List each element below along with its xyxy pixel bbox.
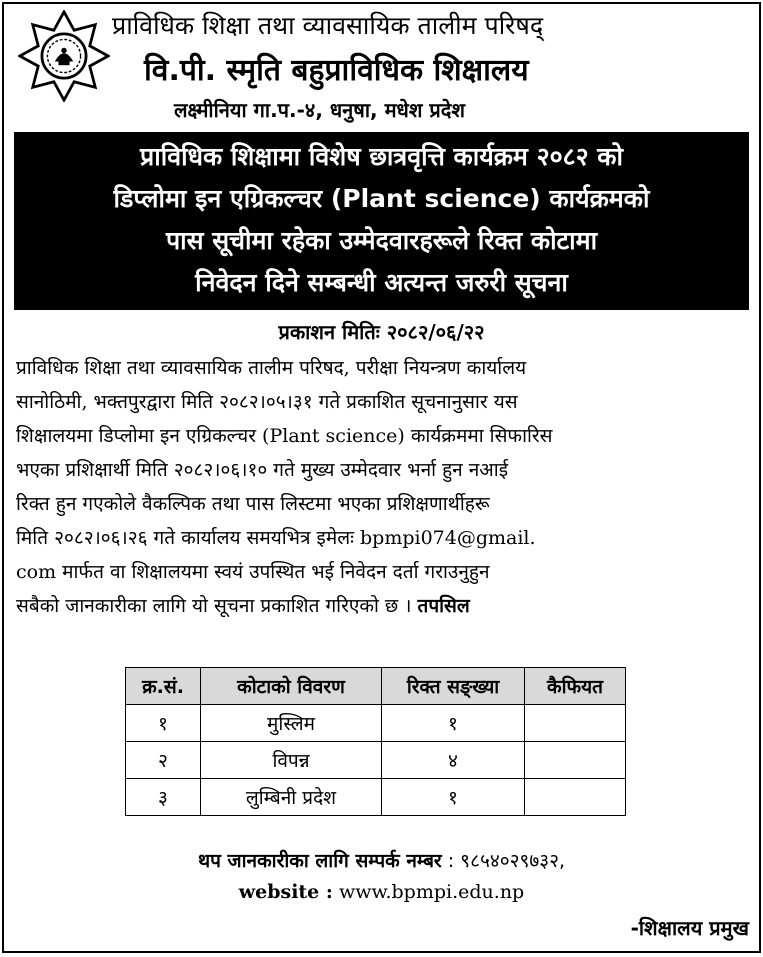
details-label: तपसिल — [417, 595, 470, 617]
publish-date: प्रकाशन मितिः २०८२/०६/२२ — [278, 320, 485, 344]
cell-vacancy: ४ — [382, 742, 525, 779]
cell-remarks — [525, 705, 626, 742]
cell-serial: २ — [126, 742, 201, 779]
institute-address: लक्ष्मीनिया गा.प.-४, धनुषा, मधेश प्रदेश — [174, 98, 466, 122]
col-header-serial: क्र.सं. — [126, 668, 201, 705]
body-last-line — [16, 589, 747, 623]
notice-title-line: डिप्लोमा इन एग्रिकल्चर (Plant science) कार्यक्रमको — [113, 184, 650, 213]
header — [4, 4, 759, 132]
cell-vacancy: १ — [382, 705, 525, 742]
table-row — [126, 705, 626, 742]
contact-number: : ९८५४०२९७३२, — [441, 850, 566, 872]
cell-serial: ३ — [126, 779, 201, 816]
notice-page — [2, 2, 761, 953]
body-line: मिति २०८२।०६।२६ गते कार्यालय समयभित्र इमेलः bpmpi074@gmail. — [16, 527, 536, 549]
quota-table — [125, 667, 626, 816]
cell-remarks — [525, 779, 626, 816]
notice-title-banner — [14, 132, 749, 310]
contact-label: थप जानकारीका लागि सम्पर्क नम्बर — [197, 850, 442, 872]
table-row — [126, 742, 626, 779]
website-url[interactable]: www.bpmpi.edu.np — [332, 881, 525, 903]
notice-title-line: पास सूचीमा रहेका उम्मेदवारहरूले रिक्त कोटामा — [165, 226, 598, 255]
body-line: रिक्त हुन गएकोले वैकल्पिक तथा पास लिस्टमा भएका प्रशिक्षणार्थीहरू — [16, 493, 490, 515]
cell-remarks — [525, 742, 626, 779]
body-line: सानोठिमी, भक्तपुरद्वारा मिति २०८२।०५।३१ गते प्रकाशित सूचनानुसार यस — [16, 391, 518, 413]
cell-quota: विपन्न — [201, 742, 382, 779]
cell-quota: लुम्बिनी प्रदेश — [201, 779, 382, 816]
contact-line — [4, 847, 759, 873]
notice-body — [16, 351, 747, 623]
col-header-vacancy: रिक्त सङ्ख्या — [382, 668, 525, 705]
body-line: सबैको जानकारीका लागि यो सूचना प्रकाशित गरिएको छ । — [16, 595, 412, 617]
ctevt-star-emblem-icon — [18, 10, 110, 102]
body-line: प्राविधिक शिक्षा तथा व्यावसायिक तालीम परिषद, परीक्षा नियन्त्रण कार्यालय — [16, 357, 527, 379]
institute-name: वि.पी. स्मृति बहुप्राविधिक शिक्षालय — [144, 53, 529, 88]
cell-serial: १ — [126, 705, 201, 742]
body-line: शिक्षालयमा डिप्लोमा इन एग्रिकल्चर (Plant science) कार्यक्रममा सिफारिस — [16, 425, 553, 447]
notice-title-line: निवेदन दिने सम्बन्धी अत्यन्त जरुरी सूचना — [195, 268, 568, 297]
table-row — [126, 779, 626, 816]
table-header-row — [126, 668, 626, 705]
col-header-quota: कोटाको विवरण — [201, 668, 382, 705]
body-line: भएका प्रशिक्षार्थी मिति २०८२।०६।१० गते मुख्य उम्मेदवार भर्ना हुन नआई — [16, 459, 509, 481]
cell-vacancy: १ — [382, 779, 525, 816]
website-label: website : — [238, 881, 333, 903]
council-name: प्राविधिक शिक्षा तथा व्यावसायिक तालीम परिषद् — [112, 11, 544, 40]
notice-title-line: प्राविधिक शिक्षामा विशेष छात्रवृत्ति कार्यक्रम २०८२ को — [140, 142, 623, 171]
body-line: com मार्फत वा शिक्षालयमा स्वयं उपस्थित भई निवेदन दर्ता गराउनुहुन — [16, 561, 490, 583]
website-line — [4, 881, 759, 903]
cell-quota: मुस्लिम — [201, 705, 382, 742]
col-header-remarks: कैफियत — [525, 668, 626, 705]
signature: -शिक्षालय प्रमुख — [630, 916, 749, 940]
